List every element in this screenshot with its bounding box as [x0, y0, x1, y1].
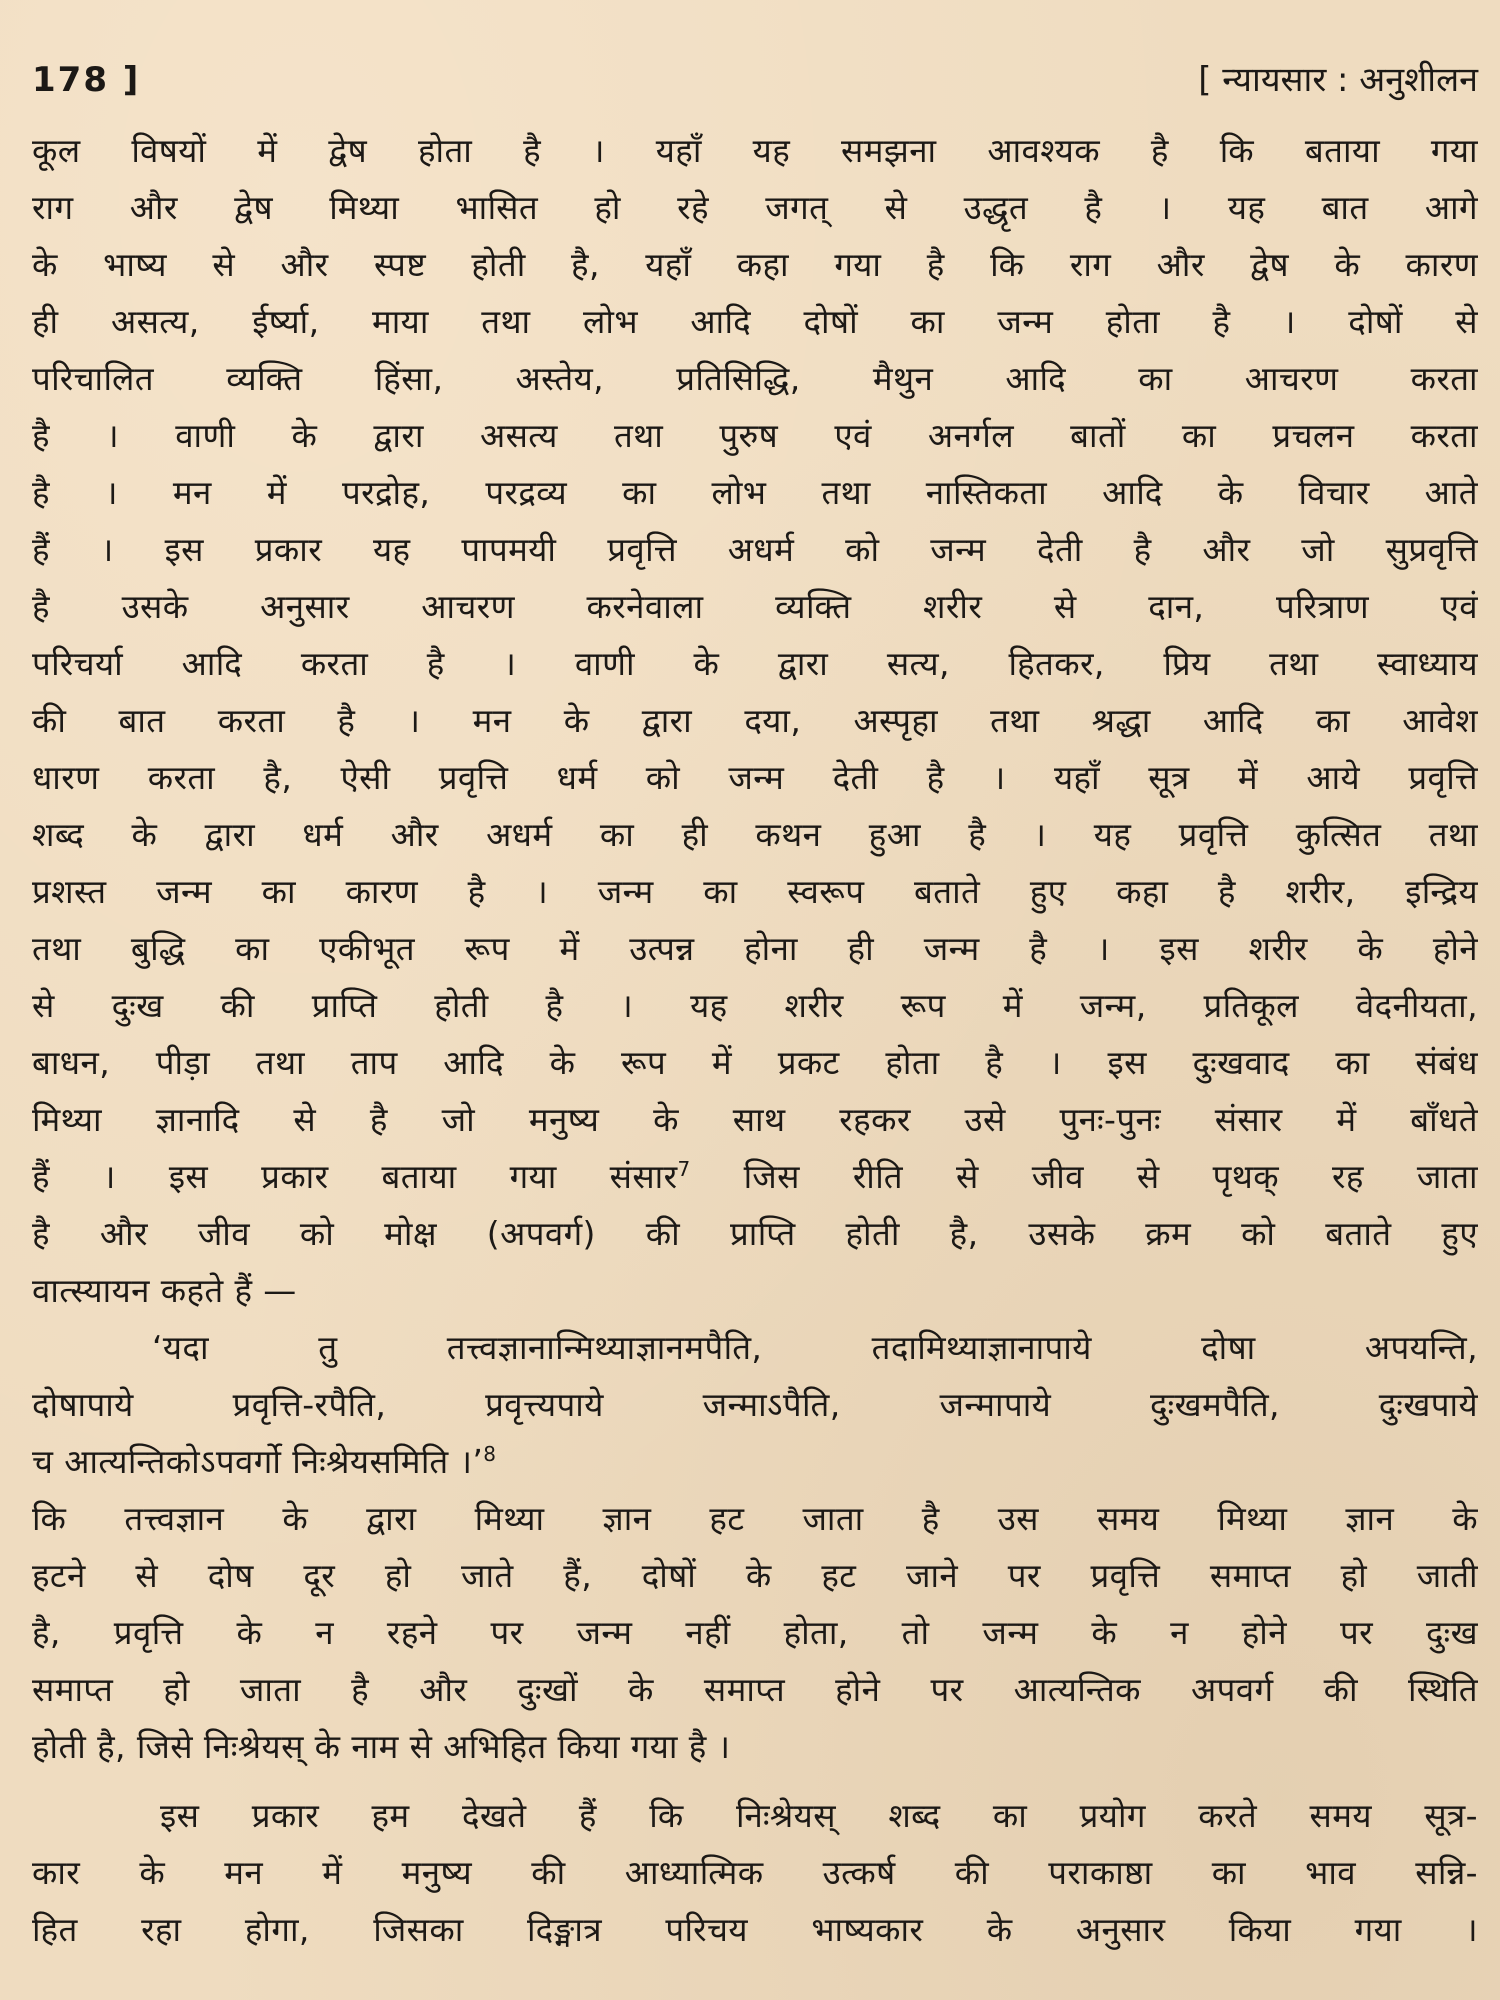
text-line: तथा बुद्धि का एकीभूत रूप में उत्पन्न होना ही जन्म है । इस शरीर के होने: [32, 929, 1478, 968]
text-line: बाधन, पीड़ा तथा ताप आदि के रूप में प्रकट होता है । इस दुःखवाद का संबंध: [32, 1043, 1478, 1082]
text-line: है, प्रवृत्ति के न रहने पर जन्म नहीं होता, तो जन्म के न होने पर दुःख: [32, 1613, 1478, 1652]
text-line: होती है, जिसे निःश्रेयस् के नाम से अभिहित किया गया है ।: [32, 1727, 731, 1766]
text-line: कूल विषयों में द्वेष होता है । यहाँ यह समझना आवश्यक है कि बताया गया: [32, 131, 1478, 170]
paragraph-2: [32, 1490, 1478, 1775]
text-line: हित रहा होगा, जिसका दिङ्मात्र परिचय भाष्यकार के अनुसार किया गया ।: [32, 1910, 1478, 1949]
text-line: परिचालित व्यक्ति हिंसा, अस्तेय, प्रतिसिद्धि, मैथुन आदि का आचरण करता: [32, 359, 1478, 398]
text-line: धारण करता है, ऐसी प्रवृत्ति धर्म को जन्म देती है । यहाँ सूत्र में आये प्रवृत्ति: [32, 758, 1478, 797]
running-head: [ न्यायसार : अनुशीलन: [1198, 60, 1478, 100]
text-line: वात्स्यायन कहते हैं —: [32, 1271, 297, 1310]
page-header: [32, 52, 1478, 108]
text-segment: हैं । इस प्रकार बताया गया संसार: [32, 1157, 678, 1196]
text-line: प्रशस्त जन्म का कारण है । जन्म का स्वरूप बताते हुए कहा है शरीर, इन्द्रिय: [32, 872, 1478, 911]
text-segment: जिस रीति से जीव से पृथक् रह जाता: [743, 1157, 1478, 1196]
text-line: है और जीव को मोक्ष (अपवर्ग) की प्राप्ति होती है, उसके क्रम को बताते हुए: [32, 1214, 1478, 1253]
body-text: [32, 122, 1478, 1958]
footnote-marker: 7: [677, 1157, 691, 1181]
text-segment: च आत्यन्तिकोऽपवर्गो निःश्रेयसमिति ।’: [32, 1442, 484, 1481]
text-line: शब्द के द्वारा धर्म और अधर्म का ही कथन हुआ है । यह प्रवृत्ति कुत्सित तथा: [32, 815, 1478, 854]
paragraph-gap: [32, 1775, 1478, 1787]
text-line: [32, 1148, 1478, 1205]
quote-line: [32, 1433, 1478, 1490]
text-line: हटने से दोष दूर हो जाते हैं, दोषों के हट जाने पर प्रवृत्ति समाप्त हो जाती: [32, 1556, 1478, 1595]
text-line: की बात करता है । मन के द्वारा दया, अस्पृहा तथा श्रद्धा आदि का आवेश: [32, 701, 1478, 740]
text-line: राग और द्वेष मिथ्या भासित हो रहे जगत् से उद्धृत है । यह बात आगे: [32, 188, 1478, 227]
text-line: ही असत्य, ईर्ष्या, माया तथा लोभ आदि दोषों का जन्म होता है । दोषों से: [32, 302, 1478, 341]
paragraph-3: [32, 1787, 1478, 1958]
quote-line: ‘यदा तु तत्त्वज्ञानान्मिथ्याज्ञानमपैति, तदामिथ्याज्ञानापाये दोषा अपयन्ति,: [152, 1328, 1478, 1367]
quote-line: दोषापाये प्रवृत्ति-रपैति, प्रवृत्त्यपाये जन्माऽपैति, जन्मापाये दुःखमपैति, दुःखपाये: [32, 1385, 1478, 1424]
footnote-marker: 8: [483, 1442, 497, 1466]
text-line: है । मन में परद्रोह, परद्रव्य का लोभ तथा नास्तिकता आदि के विचार आते: [32, 473, 1478, 512]
text-line: इस प्रकार हम देखते हैं कि निःश्रेयस् शब्द का प्रयोग करते समय सूत्र-: [160, 1796, 1478, 1835]
text-line: है । वाणी के द्वारा असत्य तथा पुरुष एवं अनर्गल बातों का प्रचलन करता: [32, 416, 1478, 455]
text-line: परिचर्या आदि करता है । वाणी के द्वारा सत्य, हितकर, प्रिय तथा स्वाध्याय: [32, 644, 1478, 683]
text-line: कि तत्त्वज्ञान के द्वारा मिथ्या ज्ञान हट जाता है उस समय मिथ्या ज्ञान के: [32, 1499, 1478, 1538]
text-line: कार के मन में मनुष्य की आध्यात्मिक उत्कर्ष की पराकाष्ठा का भाव सन्नि-: [32, 1853, 1478, 1892]
text-line: हैं । इस प्रकार यह पापमयी प्रवृत्ति अधर्म को जन्म देती है और जो सुप्रवृत्ति: [32, 530, 1478, 569]
page-number: 178 ]: [32, 60, 141, 100]
text-line: है उसके अनुसार आचरण करनेवाला व्यक्ति शरीर से दान, परित्राण एवं: [32, 587, 1478, 626]
text-line: के भाष्य से और स्पष्ट होती है, यहाँ कहा गया है कि राग और द्वेष के कारण: [32, 245, 1478, 284]
text-line: समाप्त हो जाता है और दुःखों के समाप्त होने पर आत्यन्तिक अपवर्ग की स्थिति: [32, 1670, 1478, 1709]
paragraph-1: [32, 122, 1478, 1319]
text-line: मिथ्या ज्ञानादि से है जो मनुष्य के साथ रहकर उसे पुनः-पुनः संसार में बाँधते: [32, 1100, 1478, 1139]
text-line: से दुःख की प्राप्ति होती है । यह शरीर रूप में जन्म, प्रतिकूल वेदनीयता,: [32, 986, 1478, 1025]
sanskrit-quote: [32, 1319, 1478, 1490]
